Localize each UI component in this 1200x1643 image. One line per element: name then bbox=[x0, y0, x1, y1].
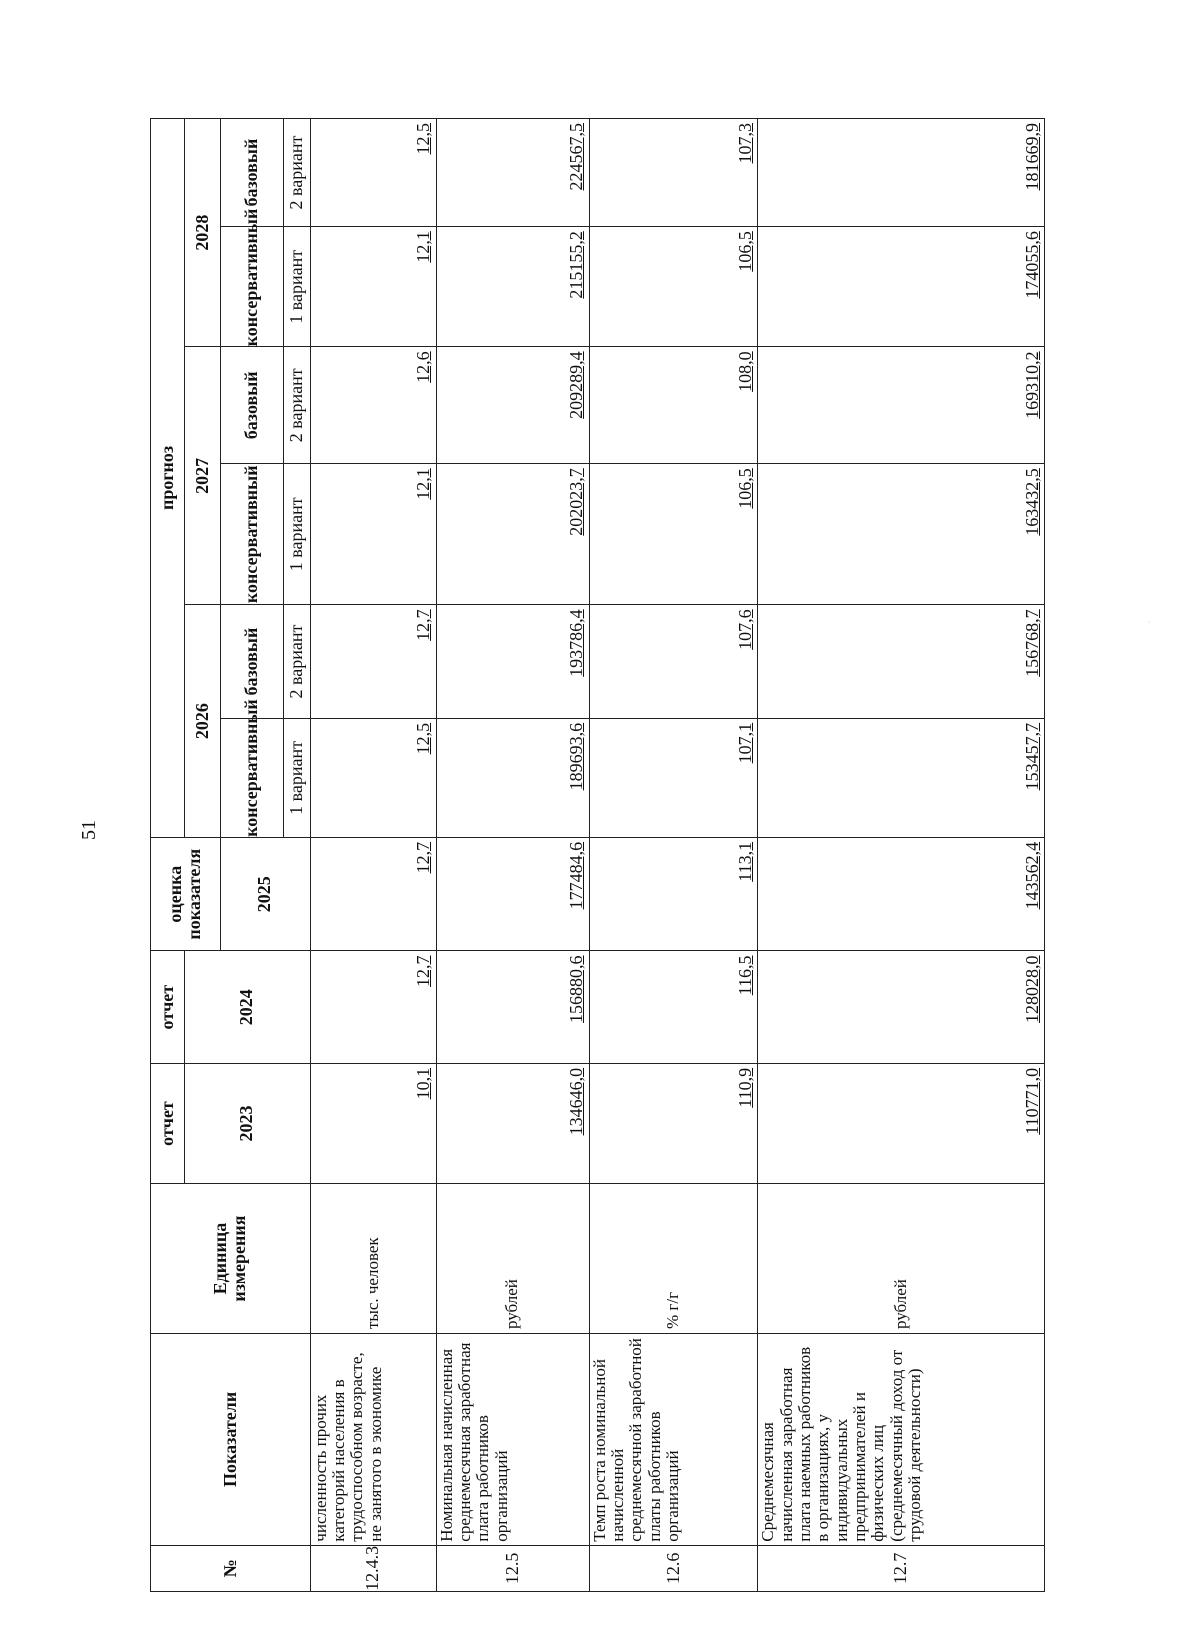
table-row bbox=[310, 119, 436, 1592]
value-2023: 110771,0 bbox=[758, 1063, 1045, 1183]
base-2028-header: базовый bbox=[220, 119, 283, 227]
variant2-2027-header: 2 вариант bbox=[283, 347, 310, 464]
base-2027-header: базовый bbox=[220, 347, 283, 464]
table-row bbox=[589, 119, 758, 1592]
value-2026-base: 12,7 bbox=[310, 605, 436, 719]
row-number: 12.4.3 bbox=[310, 1545, 436, 1591]
value-2028-conservative: 215155,2 bbox=[436, 227, 589, 347]
col-indicator-header: Показатели bbox=[151, 1334, 311, 1546]
value-2025: 12,7 bbox=[310, 837, 436, 951]
value-2027-base: 108,0 bbox=[589, 347, 758, 464]
row-indicator: Темп роста номинальной начисленной среднемесячной заработной платы работников организаций bbox=[589, 1334, 758, 1546]
value-2024: 116,5 bbox=[589, 951, 758, 1063]
row-indicator: Номинальная начисленная среднемесячная заработная плата работников организаций bbox=[436, 1334, 589, 1546]
value-2024: 12,7 bbox=[310, 951, 436, 1063]
row-unit: тыс. человек bbox=[310, 1184, 436, 1334]
row-unit: % г/г bbox=[589, 1184, 758, 1334]
value-2026-conservative: 12,5 bbox=[310, 718, 436, 837]
value-2028-conservative: 106,5 bbox=[589, 227, 758, 347]
value-2026-base: 193786,4 bbox=[436, 605, 589, 719]
year-2025-header: 2025 bbox=[220, 837, 310, 951]
value-2023: 110,9 bbox=[589, 1063, 758, 1183]
value-2026-base: 107,6 bbox=[589, 605, 758, 719]
row-unit: рублей bbox=[758, 1184, 1045, 1334]
forecast-header: прогноз bbox=[151, 119, 185, 838]
year-2023-header: 2023 bbox=[184, 1063, 310, 1183]
value-2026-conservative: 107,1 bbox=[589, 718, 758, 837]
col-no-header: № bbox=[151, 1545, 311, 1591]
value-2027-conservative: 163432,5 bbox=[758, 464, 1045, 605]
scan-speck: · bbox=[1148, 618, 1151, 627]
col-unit-header: Единица измерения bbox=[151, 1184, 311, 1334]
value-2023: 134646,0 bbox=[436, 1063, 589, 1183]
report-2023-header: отчет bbox=[151, 1063, 185, 1183]
value-2028-base: 12,5 bbox=[310, 119, 436, 227]
base-2026-header: базовый bbox=[220, 605, 283, 719]
value-2025: 177484,6 bbox=[436, 837, 589, 951]
value-2027-conservative: 106,5 bbox=[589, 464, 758, 605]
value-2027-base: 209289,4 bbox=[436, 347, 589, 464]
year-2028-header: 2028 bbox=[184, 119, 220, 347]
conservative-2026-header: консервативный bbox=[220, 718, 283, 837]
row-number: 12.6 bbox=[589, 1545, 758, 1591]
year-2026-header: 2026 bbox=[184, 605, 220, 838]
year-2024-header: 2024 bbox=[184, 951, 310, 1063]
estimate-header: оценка показателя bbox=[151, 837, 221, 951]
value-2026-conservative: 189693,6 bbox=[436, 718, 589, 837]
variant1-2026-header: 1 вариант bbox=[283, 718, 310, 837]
value-2028-base: 224567,5 bbox=[436, 119, 589, 227]
indicator-table bbox=[150, 118, 1045, 1592]
value-2026-conservative: 153457,7 bbox=[758, 718, 1045, 837]
conservative-2028-header: консервативный bbox=[220, 227, 283, 347]
value-2025: 143562,4 bbox=[758, 837, 1045, 951]
value-2027-base: 12,6 bbox=[310, 347, 436, 464]
row-number: 12.5 bbox=[436, 1545, 589, 1591]
conservative-2027-header: консервативный bbox=[220, 464, 283, 605]
value-2027-conservative: 12,1 bbox=[310, 464, 436, 605]
row-unit: рублей bbox=[436, 1184, 589, 1334]
indicator-table-rotated bbox=[150, 118, 1045, 1592]
row-indicator: Среднемесячная начисленная заработная плата наемных работников в организациях, у индивидуальных предпринимателей и физических лиц (среднемесячный доход от трудовой деятельности) bbox=[758, 1334, 1045, 1546]
value-2027-base: 169310,2 bbox=[758, 347, 1045, 464]
value-2025: 113,1 bbox=[589, 837, 758, 951]
value-2027-conservative: 202023,7 bbox=[436, 464, 589, 605]
page-number: 51 bbox=[78, 820, 100, 840]
value-2024: 156880,6 bbox=[436, 951, 589, 1063]
table-row bbox=[758, 119, 1045, 1592]
table-row bbox=[436, 119, 589, 1592]
value-2028-conservative: 12,1 bbox=[310, 227, 436, 347]
variant2-2026-header: 2 вариант bbox=[283, 605, 310, 719]
variant1-2028-header: 1 вариант bbox=[283, 227, 310, 347]
row-number: 12.7 bbox=[758, 1545, 1045, 1591]
value-2026-base: 156768,7 bbox=[758, 605, 1045, 719]
year-2027-header: 2027 bbox=[184, 347, 220, 605]
row-indicator: численность прочих категорий населения в трудоспособном возрасте, не занятого в экономике bbox=[310, 1334, 436, 1546]
variant1-2027-header: 1 вариант bbox=[283, 464, 310, 605]
value-2028-base: 107,3 bbox=[589, 119, 758, 227]
report-2024-header: отчет bbox=[151, 951, 185, 1063]
value-2023: 10,1 bbox=[310, 1063, 436, 1183]
value-2028-base: 181669,9 bbox=[758, 119, 1045, 227]
variant2-2028-header: 2 вариант bbox=[283, 119, 310, 227]
value-2024: 128028,0 bbox=[758, 951, 1045, 1063]
value-2028-conservative: 174055,6 bbox=[758, 227, 1045, 347]
